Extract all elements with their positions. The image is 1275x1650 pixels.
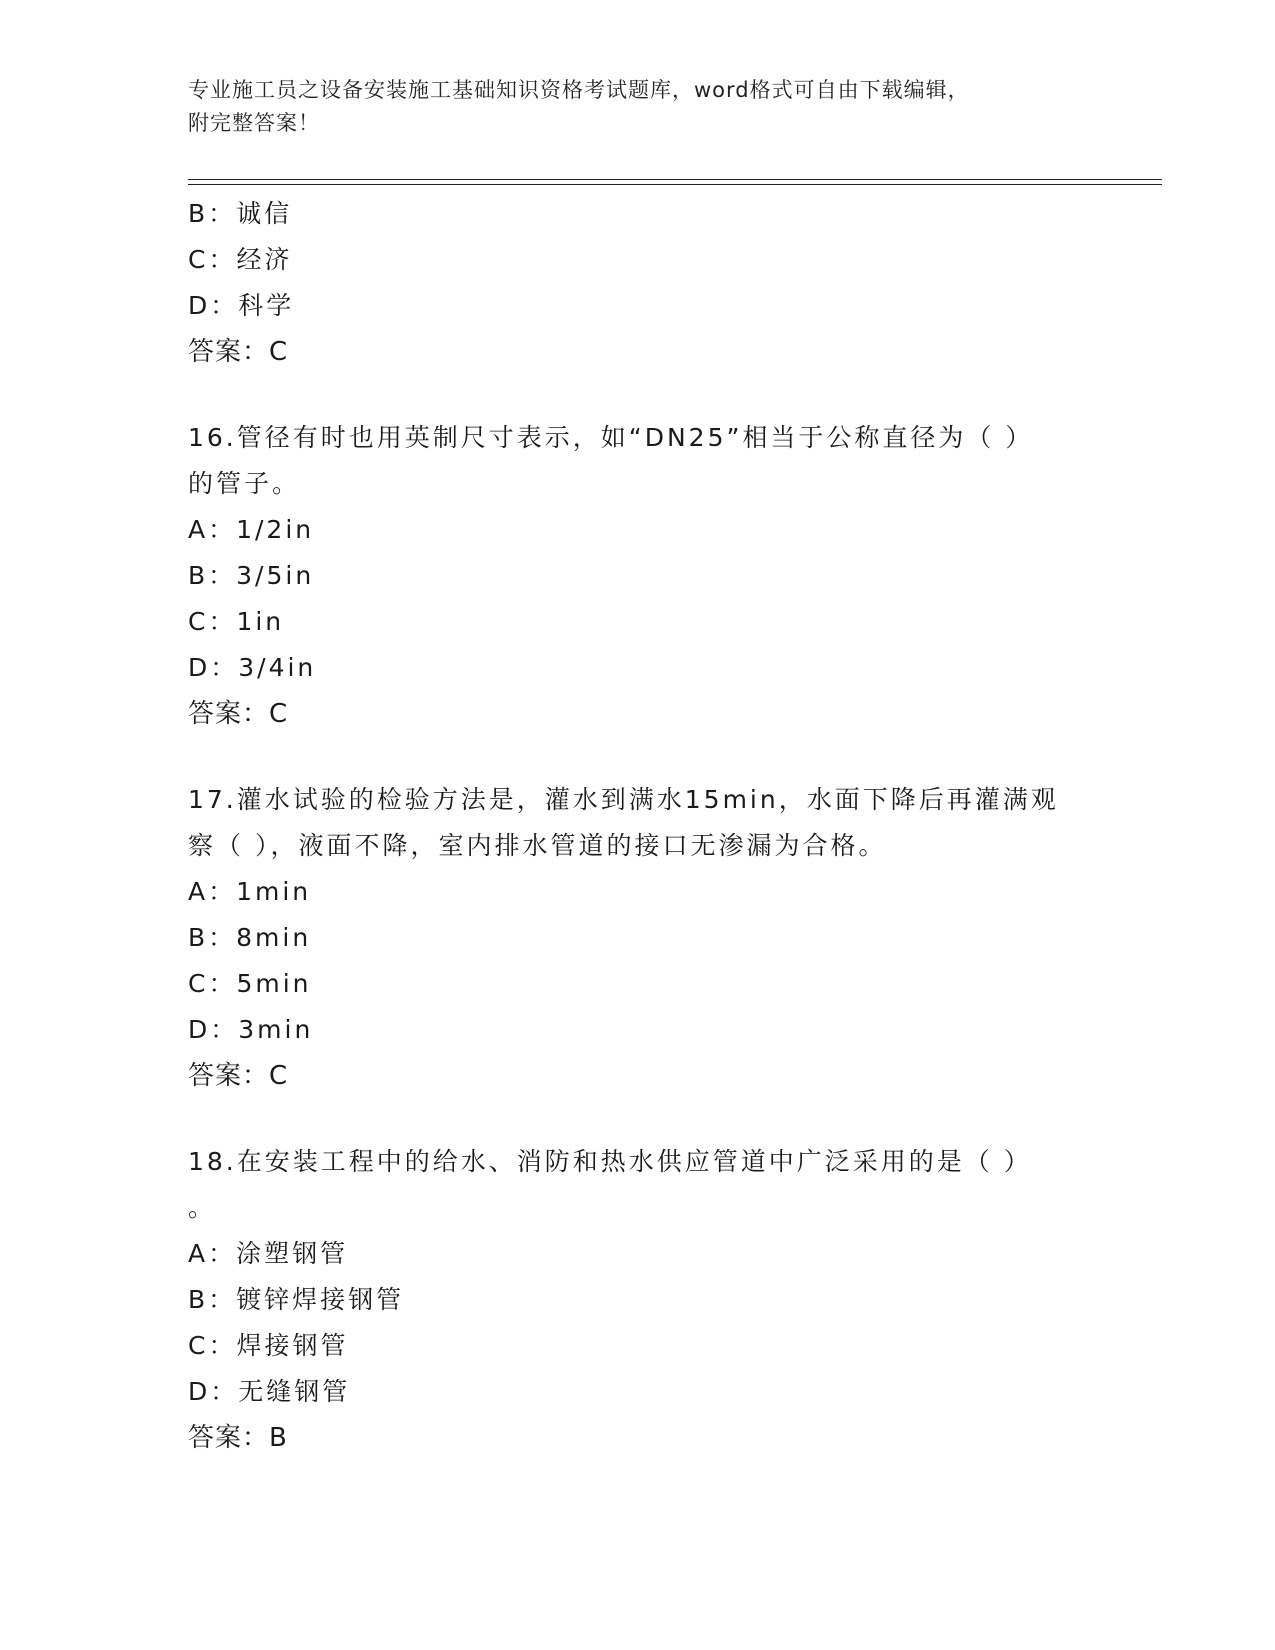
option-b: B：镀锌焊接钢管 [188,1285,405,1314]
option-d: D：3min [188,1015,314,1044]
question-stem-line-1: 17.灌水试验的检验方法是，灌水到满水15min，水面下降后再灌满观 [188,785,1059,814]
option-b: B：诚信 [188,199,293,228]
answer: 答案：C [188,337,289,367]
answer: 答案：B [188,1423,288,1453]
option-d: D：科学 [188,291,295,320]
option-b: B：3/5in [188,561,315,590]
answer: 答案：C [188,699,289,729]
header-line-2: 附完整答案！ [188,111,320,135]
option-d: D：3/4in [188,653,317,682]
document-header [188,74,1068,140]
option-c: C：焊接钢管 [188,1331,349,1360]
header-divider-bottom [188,184,1162,185]
option-a: A：1min [188,877,312,906]
option-c: C：5min [188,969,312,998]
spacer [188,375,1088,415]
spacer [188,737,1088,777]
option-d: D：无缝钢管 [188,1377,351,1406]
question-stem-line-2: 察（ ），液面不降，室内排水管道的接口无渗漏为合格。 [188,831,887,860]
question-stem-line-1: 16.管径有时也用英制尺寸表示，如“DN25”相当于公称直径为（ ） [188,423,1034,452]
header-divider-top [188,179,1162,180]
option-a: A：1/2in [188,515,315,544]
question-15 [188,191,1088,375]
question-stem-line-1: 18.在安装工程中的给水、消防和热水供应管道中广泛采用的是（ ） [188,1147,1032,1176]
spacer [188,1099,1088,1139]
option-a: A：涂塑钢管 [188,1239,349,1268]
option-c: C：1in [188,607,285,636]
answer: 答案：C [188,1061,289,1091]
question-18 [188,1139,1088,1461]
question-list [188,191,1088,1461]
header-line-1: 专业施工员之设备安装施工基础知识资格考试题库，word格式可自由下载编辑， [188,78,970,102]
question-stem-line-2: 。 [188,1193,217,1222]
question-stem-line-2: 的管子。 [188,469,301,498]
option-c: C：经济 [188,245,293,274]
option-b: B：8min [188,923,312,952]
question-16 [188,415,1088,737]
question-17 [188,777,1088,1099]
